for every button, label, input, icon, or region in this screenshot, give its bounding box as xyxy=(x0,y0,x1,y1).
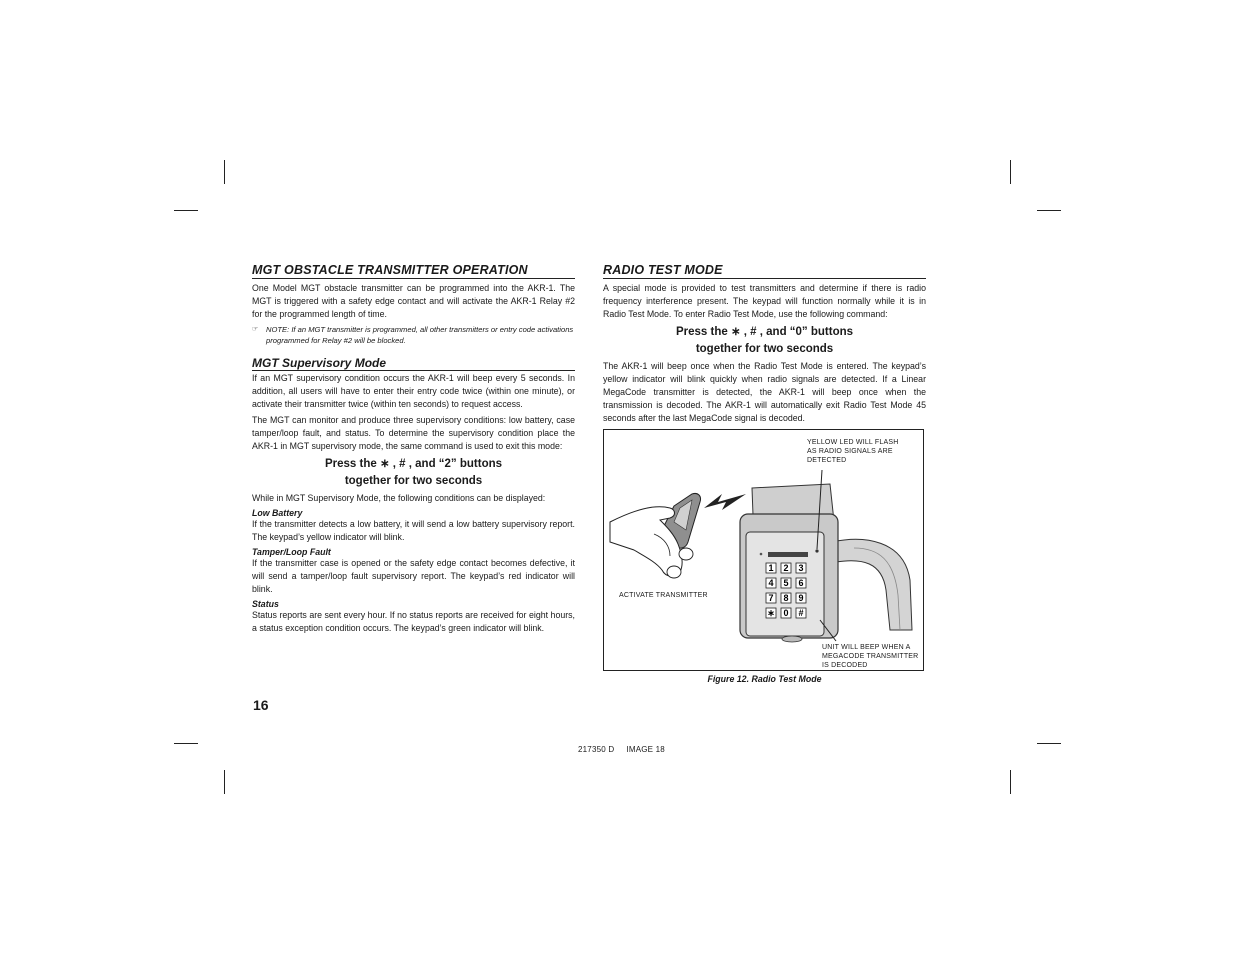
figure-radio-test-mode xyxy=(603,429,924,671)
keypad-label-strip xyxy=(768,552,808,557)
key-label: 3 xyxy=(798,563,804,573)
key-label: 0 xyxy=(783,608,789,618)
keypad-illustration xyxy=(604,430,924,671)
callout-activate-transmitter: ACTIVATE TRANSMITTER xyxy=(619,592,708,599)
status-paragraph: Status reports are sent every hour. If no status reports are received for eight hours, a status exception condition occurs. The keypad’s green indicator will blink. xyxy=(252,610,575,633)
pointing-hand-icon: ☞ xyxy=(252,326,259,333)
callout-unit-beep: UNIT WILL BEEP WHEN A MEGACODE TRANSMITTER IS DECODED xyxy=(822,644,919,669)
yellow-led xyxy=(815,549,818,552)
radio-test-command-line-2: together for two seconds xyxy=(695,343,834,355)
section-title-radio-test-mode: RADIO TEST MODE xyxy=(603,263,926,279)
key-8 xyxy=(781,593,791,603)
key-hash xyxy=(796,608,806,618)
radio-signal-bolt-icon xyxy=(704,494,746,510)
figure-caption: Figure 12. Radio Test Mode xyxy=(707,674,822,684)
callout-yellow-led: YELLOW LED WILL FLASH AS RADIO SIGNALS ARE DETECTED xyxy=(807,439,899,464)
section-title-mgt-operation: MGT OBSTACLE TRANSMITTER OPERATION xyxy=(252,263,575,279)
key-9 xyxy=(796,593,806,603)
key-4 xyxy=(766,578,776,588)
supervisory-paragraph-1: If an MGT supervisory condition occurs the AKR-1 will beep every 5 seconds. In addition, all users will have to enter their entry code twice (within one minute), or activate their transmitter twice (within ten seconds) to request access. xyxy=(252,373,575,409)
low-battery-heading: Low Battery xyxy=(252,508,303,518)
key-6 xyxy=(796,578,806,588)
key-0 xyxy=(781,608,791,618)
supervisory-command-line-1: Press the ∗ , # , and “2” buttons xyxy=(324,458,503,470)
key-1 xyxy=(766,563,776,573)
status-heading: Status xyxy=(252,599,279,609)
crop-mark xyxy=(224,160,225,184)
key-7 xyxy=(766,593,776,603)
crop-mark xyxy=(174,743,198,744)
key-3 xyxy=(796,563,806,573)
supervisory-command-line-2: together for two seconds xyxy=(344,475,483,487)
crop-mark xyxy=(1037,210,1061,211)
key-label: 8 xyxy=(783,593,789,603)
key-2 xyxy=(781,563,791,573)
key-label: 7 xyxy=(768,593,774,603)
mgt-intro-paragraph: One Model MGT obstacle transmitter can be programmed into the AKR-1. The MGT is triggered with a safety edge contact and will activate the AKR-1 Relay #2 for the programmed length of time. xyxy=(252,283,575,319)
key-label: 9 xyxy=(798,593,804,603)
radio-test-intro-paragraph: A special mode is provided to test transmitters and determine if there is radio frequency interference present. The keypad will function normally while it is in Radio Test Mode. To enter Radio Test Mode, use the following command: xyxy=(603,283,926,319)
crop-mark xyxy=(1010,160,1011,184)
key-label: 6 xyxy=(798,578,804,588)
gooseneck-pedestal xyxy=(832,539,912,630)
supervisory-command xyxy=(252,456,575,490)
key-star xyxy=(766,608,776,618)
crop-mark xyxy=(1010,770,1011,794)
left-column xyxy=(252,263,575,635)
key-label: ∗ xyxy=(767,608,775,618)
footer-code: 217350 D IMAGE 18 xyxy=(578,745,665,754)
low-battery-paragraph: If the transmitter detects a low battery, it will send a low battery supervisory report. The keypad’s yellow indicator will blink. xyxy=(252,519,575,542)
display-intro-paragraph: While in MGT Supervisory Mode, the following conditions can be displayed: xyxy=(252,493,546,503)
radio-test-command xyxy=(603,324,926,358)
mgt-note xyxy=(252,324,575,346)
mgt-note-text: NOTE: If an MGT transmitter is programmed, all other transmitters or entry code activations programmed for Relay #2 will be blocked. xyxy=(266,325,574,345)
key-label: 1 xyxy=(768,563,774,573)
radio-test-command-line-1: Press the ∗ , # , and “0” buttons xyxy=(675,326,854,338)
crop-mark xyxy=(1037,743,1061,744)
key-5 xyxy=(781,578,791,588)
page-number: 16 xyxy=(253,697,269,713)
key-label: 2 xyxy=(783,563,789,573)
section-title-supervisory-mode: MGT Supervisory Mode xyxy=(252,356,575,371)
tamper-paragraph: If the transmitter case is opened or the safety edge contact becomes defective, it will send a tamper/loop fault supervisory report. The keypad’s red indicator will blink. xyxy=(252,558,575,594)
tamper-heading: Tamper/Loop Fault xyxy=(252,547,331,557)
radio-test-body-paragraph: The AKR-1 will beep once when the Radio Test Mode is entered. The keypad’s yellow indicator will blink quickly when radio signals are detected. If a Linear MegaCode transmitter is detected, the AKR-1 will beep once when the transmission is decoded. The AKR-1 will automatically exit Radio Test Mode 45 seconds after the last MegaCode signal is decoded. xyxy=(603,361,926,423)
supervisory-paragraph-2: The MGT can monitor and produce three supervisory conditions: low battery, case tamper/loop fault, and status. To determine the supervisory condition place the AKR-1 in MGT supervisory mode, the same command is used to exit this mode: xyxy=(252,415,575,451)
key-label: 4 xyxy=(768,578,774,588)
key-label: 5 xyxy=(783,578,789,588)
hand-icon xyxy=(610,507,682,577)
right-column xyxy=(603,263,926,425)
crop-mark xyxy=(174,210,198,211)
key-label: # xyxy=(798,608,804,618)
crop-mark xyxy=(224,770,225,794)
